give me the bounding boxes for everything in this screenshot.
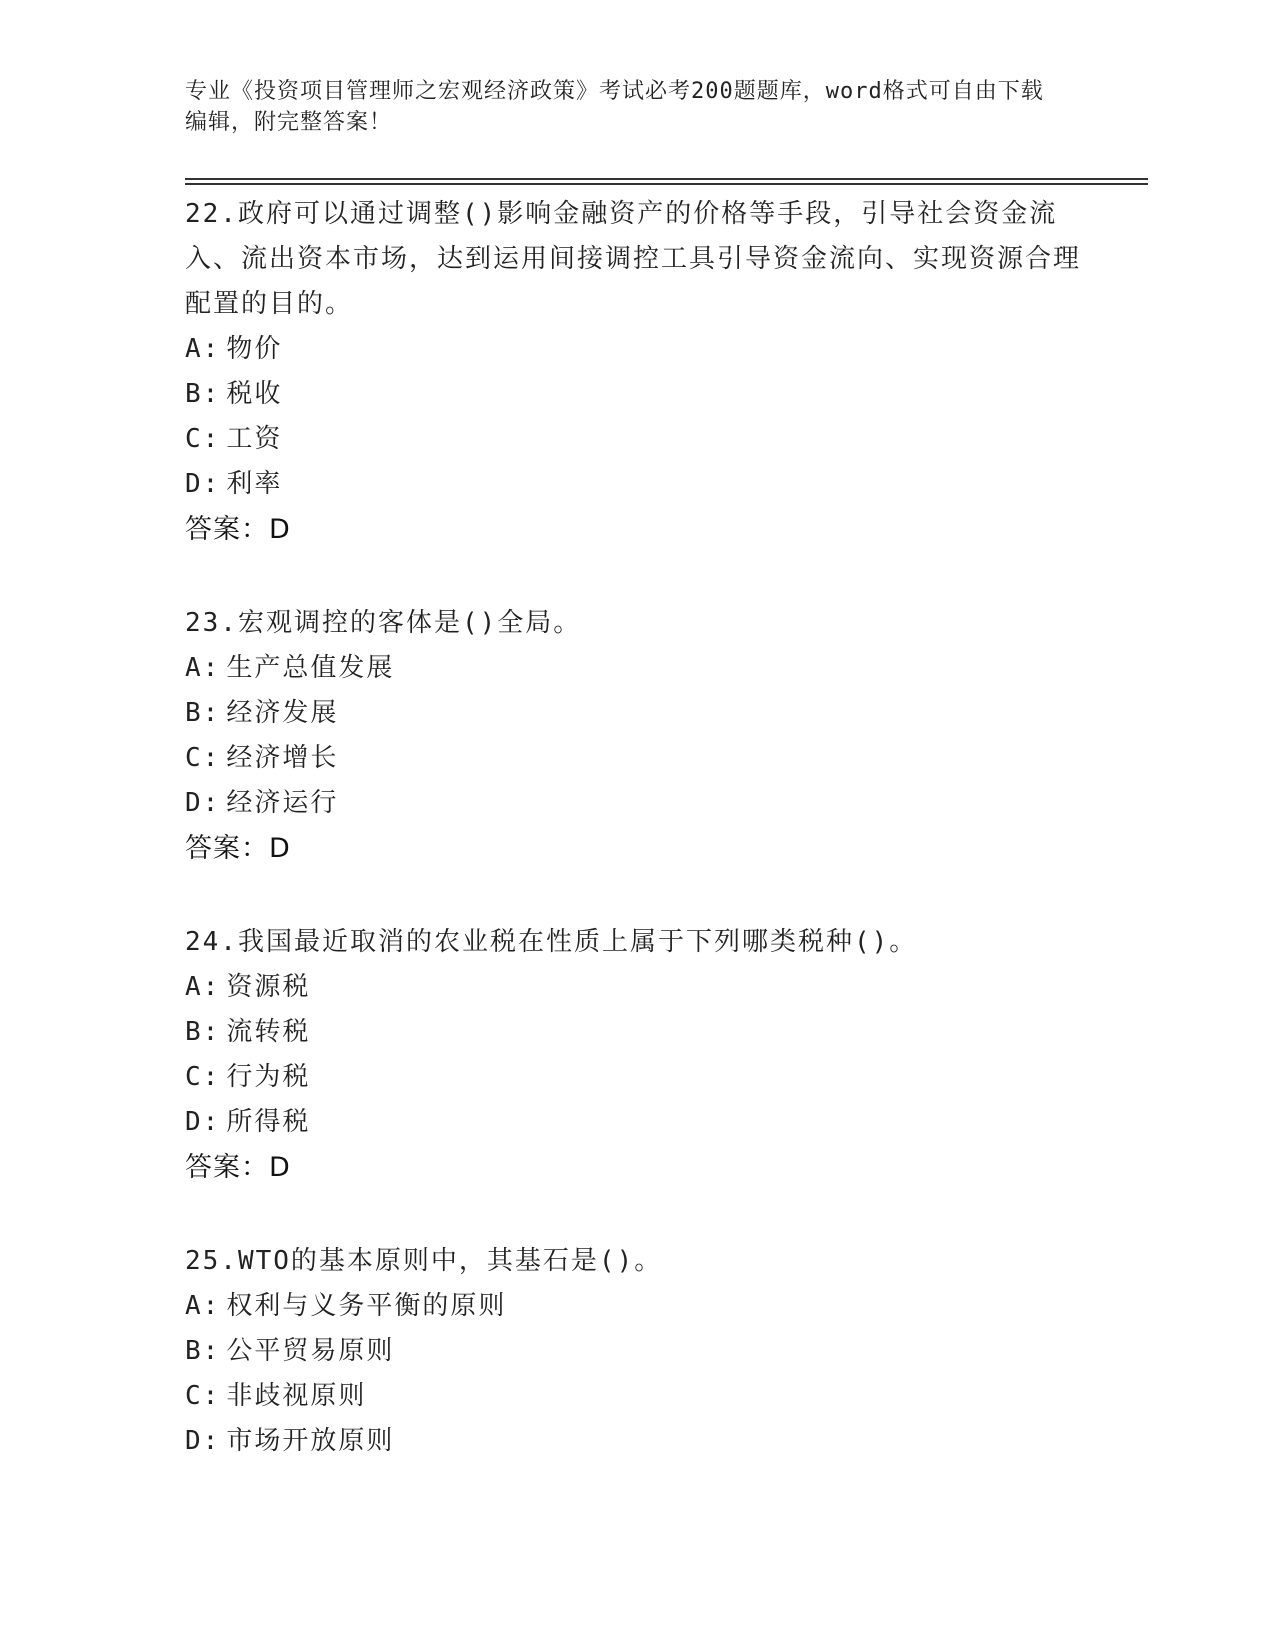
question-list xyxy=(185,192,1085,1512)
option-a: A: 生产总值发展 xyxy=(185,653,395,683)
question-stem: 24.我国最近取消的农业税在性质上属于下列哪类税种()。 xyxy=(185,927,918,957)
header-divider-top xyxy=(185,178,1148,180)
question-24 xyxy=(185,920,1085,1191)
option-b: B: 经济发展 xyxy=(185,698,339,728)
question-22 xyxy=(185,192,1085,553)
option-b: B: 税收 xyxy=(185,379,283,409)
option-d: D: 所得税 xyxy=(185,1107,311,1137)
answer-line: 答案：D xyxy=(185,1152,291,1183)
question-stem: 25.WTO的基本原则中，其基石是()。 xyxy=(185,1246,663,1276)
header-note: 专业《投资项目管理师之宏观经济政策》考试必考200题题库，word格式可自由下载编辑，附完整答案！ xyxy=(185,79,1044,135)
option-c: C: 行为税 xyxy=(185,1062,311,1092)
option-a: A: 资源税 xyxy=(185,972,311,1002)
answer-line: 答案：D xyxy=(185,514,291,545)
option-d: D: 经济运行 xyxy=(185,788,339,818)
option-a: A: 物价 xyxy=(185,334,283,364)
option-d: D: 市场开放原则 xyxy=(185,1426,395,1456)
option-c: C: 非歧视原则 xyxy=(185,1381,367,1411)
question-25 xyxy=(185,1239,1085,1464)
option-b: B: 公平贸易原则 xyxy=(185,1336,395,1366)
option-b: B: 流转税 xyxy=(185,1017,311,1047)
header-divider-bottom xyxy=(185,183,1148,185)
answer-line: 答案：D xyxy=(185,833,291,864)
option-c: C: 工资 xyxy=(185,424,283,454)
option-d: D: 利率 xyxy=(185,469,283,499)
option-c: C: 经济增长 xyxy=(185,743,339,773)
question-stem: 23.宏观调控的客体是()全局。 xyxy=(185,608,582,638)
question-stem: 22.政府可以通过调整()影响金融资产的价格等手段，引导社会资金流入、流出资本市场，达到运用间接调控工具引导资金流向、实现资源合理配置的目的。 xyxy=(185,199,1082,319)
question-23 xyxy=(185,601,1085,872)
option-a: A: 权利与义务平衡的原则 xyxy=(185,1291,507,1321)
